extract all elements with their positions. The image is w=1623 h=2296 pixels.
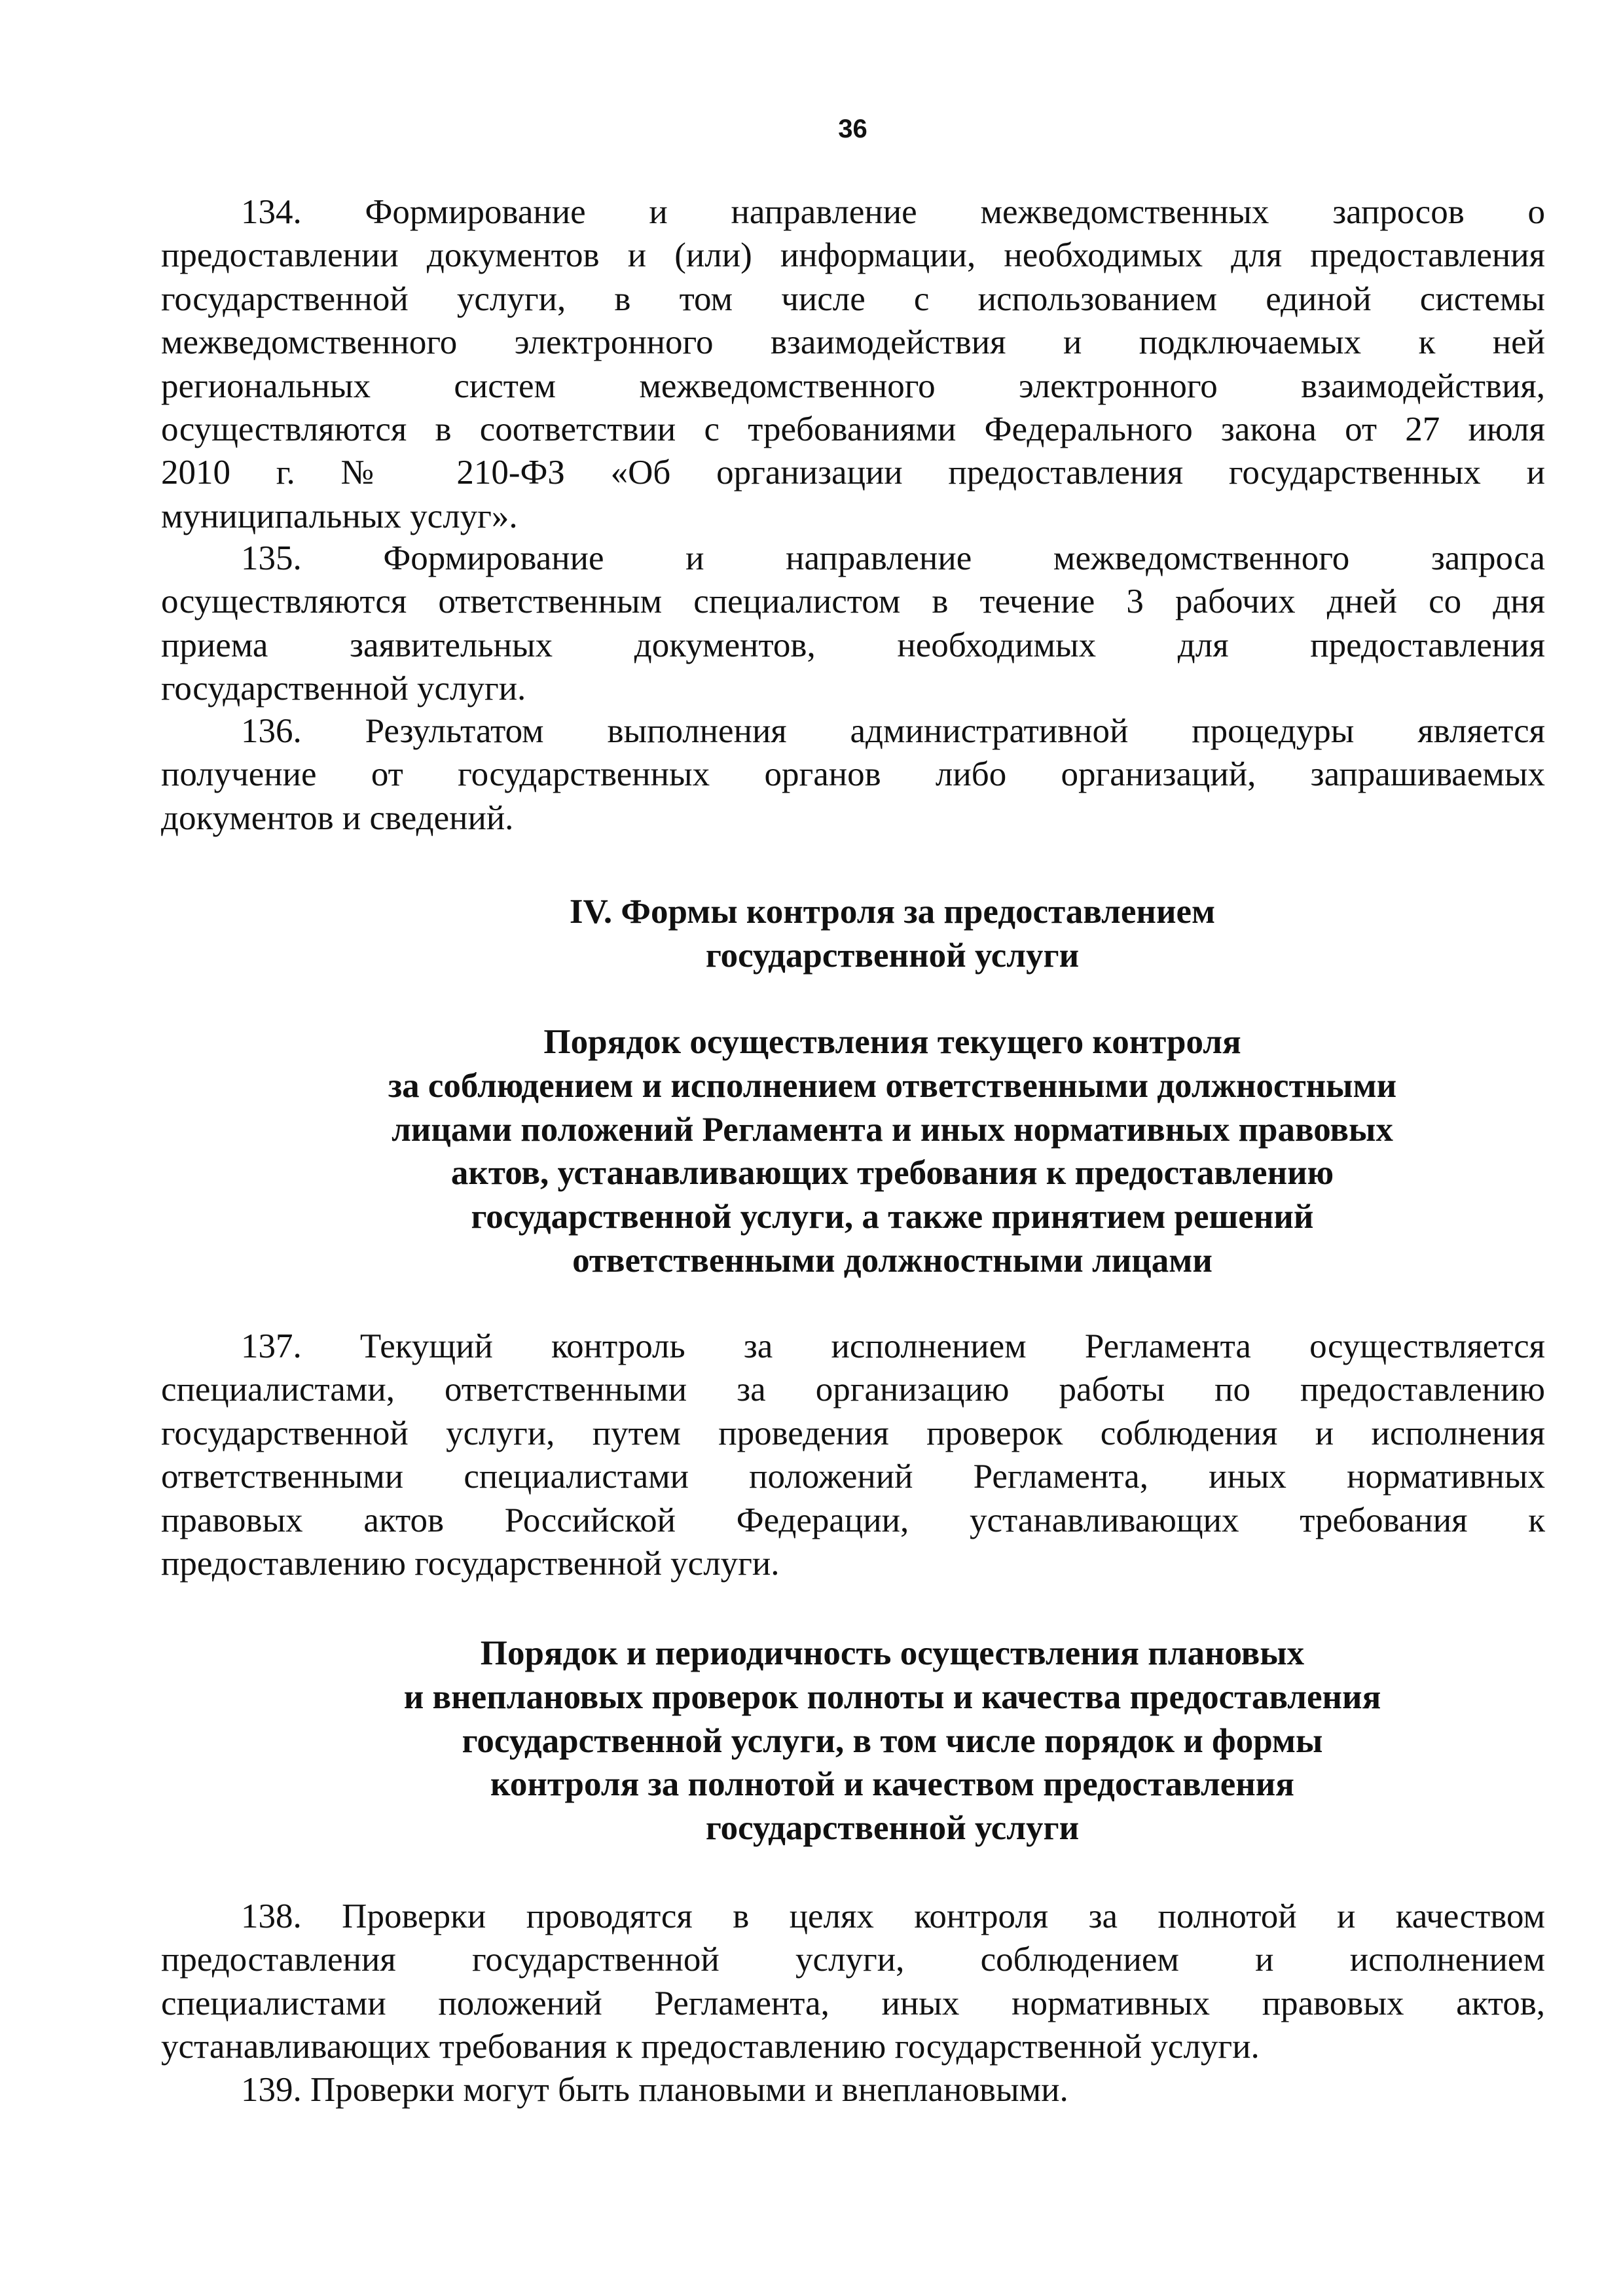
- heading-line: за соблюдением и исполнением ответственными должностными: [388, 1066, 1397, 1105]
- paragraph-137: [161, 1325, 1545, 1585]
- heading-line: государственной услуги, а также принятием решений: [471, 1198, 1314, 1236]
- text-line: специалистами, ответственными за организацию работы по предоставлению: [161, 1371, 1545, 1409]
- text-line: муниципальных услуг».: [161, 497, 518, 535]
- text-line: получение от государственных органов либо организаций, запрашиваемых: [161, 755, 1545, 794]
- paragraph-138: [161, 1895, 1545, 2069]
- text-line: ответственными специалистами положений Регламента, иных нормативных: [161, 1458, 1545, 1496]
- text-line: государственной услуги.: [161, 670, 526, 708]
- text-line: государственной услуги, путем проведения проверок соблюдения и исполнения: [161, 1414, 1545, 1452]
- text-line: 134. Формирование и направление межведомственных запросов о: [241, 193, 1545, 231]
- text-line: осуществляются ответственным специалистом в течение 3 рабочих дней со дня: [161, 583, 1545, 621]
- heading-line: IV. Формы контроля за предоставлением: [569, 893, 1216, 931]
- heading-line: и внеплановых проверок полноты и качества предоставления: [403, 1677, 1381, 1716]
- text-line: предоставлению государственной услуги.: [161, 1544, 780, 1583]
- text-line: государственной услуги, в том числе с использованием единой системы: [161, 279, 1545, 318]
- paragraph-135: [161, 537, 1545, 711]
- heading-line: государственной услуги: [705, 936, 1080, 975]
- paragraph-136: [161, 709, 1545, 840]
- text-line: предоставлении документов и (или) информации, необходимых для предоставления: [161, 236, 1545, 275]
- page-number: 36: [838, 115, 867, 143]
- text-line: 136. Результатом выполнения административной процедуры является: [241, 712, 1545, 750]
- text-line: 135. Формирование и направление межведомственного запроса: [241, 539, 1545, 577]
- text-line: региональных систем межведомственного электронного взаимодействия,: [161, 367, 1545, 405]
- heading-line: Порядок осуществления текущего контроля: [543, 1023, 1241, 1061]
- heading-line: Порядок и периодичность осуществления плановых: [480, 1634, 1305, 1672]
- text-line: 138. Проверки проводятся в целях контроля за полнотой и качеством: [241, 1897, 1545, 1935]
- text-line: 2010 г. № 210-ФЗ «Об организации предоставления государственных и: [161, 454, 1545, 492]
- heading-line: актов, устанавливающих требования к предоставлению: [450, 1154, 1334, 1193]
- text-line: 139. Проверки могут быть плановыми и внеплановыми.: [241, 2071, 1068, 2109]
- text-line: предоставления государственной услуги, соблюдением и исполнением: [161, 1941, 1545, 1979]
- text-line: осуществляются в соответствии с требованиями Федерального закона от 27 июля: [161, 410, 1545, 448]
- text-line: межведомственного электронного взаимодействия и подключаемых к ней: [161, 323, 1545, 362]
- text-line: документов и сведений.: [161, 798, 514, 837]
- heading-line: государственной услуги: [705, 1809, 1080, 1848]
- paragraph-139: [161, 2068, 1545, 2111]
- text-line: правовых актов Российской Федерации, устанавливающих требования к: [161, 1501, 1545, 1539]
- text-line: приема заявительных документов, необходимых для предоставления: [161, 626, 1545, 664]
- heading-line: ответственными должностными лицами: [572, 1241, 1213, 1280]
- section-heading: [161, 890, 1623, 978]
- heading-line: лицами положений Регламента и иных нормативных правовых: [392, 1110, 1393, 1149]
- text-line: 137. Текущий контроль за исполнением Регламента осуществляется: [241, 1327, 1545, 1365]
- subheading-inspections: [161, 1632, 1623, 1850]
- text-line: специалистами положений Регламента, иных нормативных правовых актов,: [161, 1984, 1545, 2022]
- text-line: устанавливающих требования к предоставлению государственной услуги.: [161, 2028, 1260, 2066]
- subheading-current-control: [161, 1020, 1623, 1283]
- heading-line: контроля за полнотой и качеством предоставления: [490, 1765, 1294, 1804]
- paragraph-134: [161, 190, 1545, 538]
- heading-line: государственной услуги, в том числе порядок и формы: [462, 1721, 1323, 1760]
